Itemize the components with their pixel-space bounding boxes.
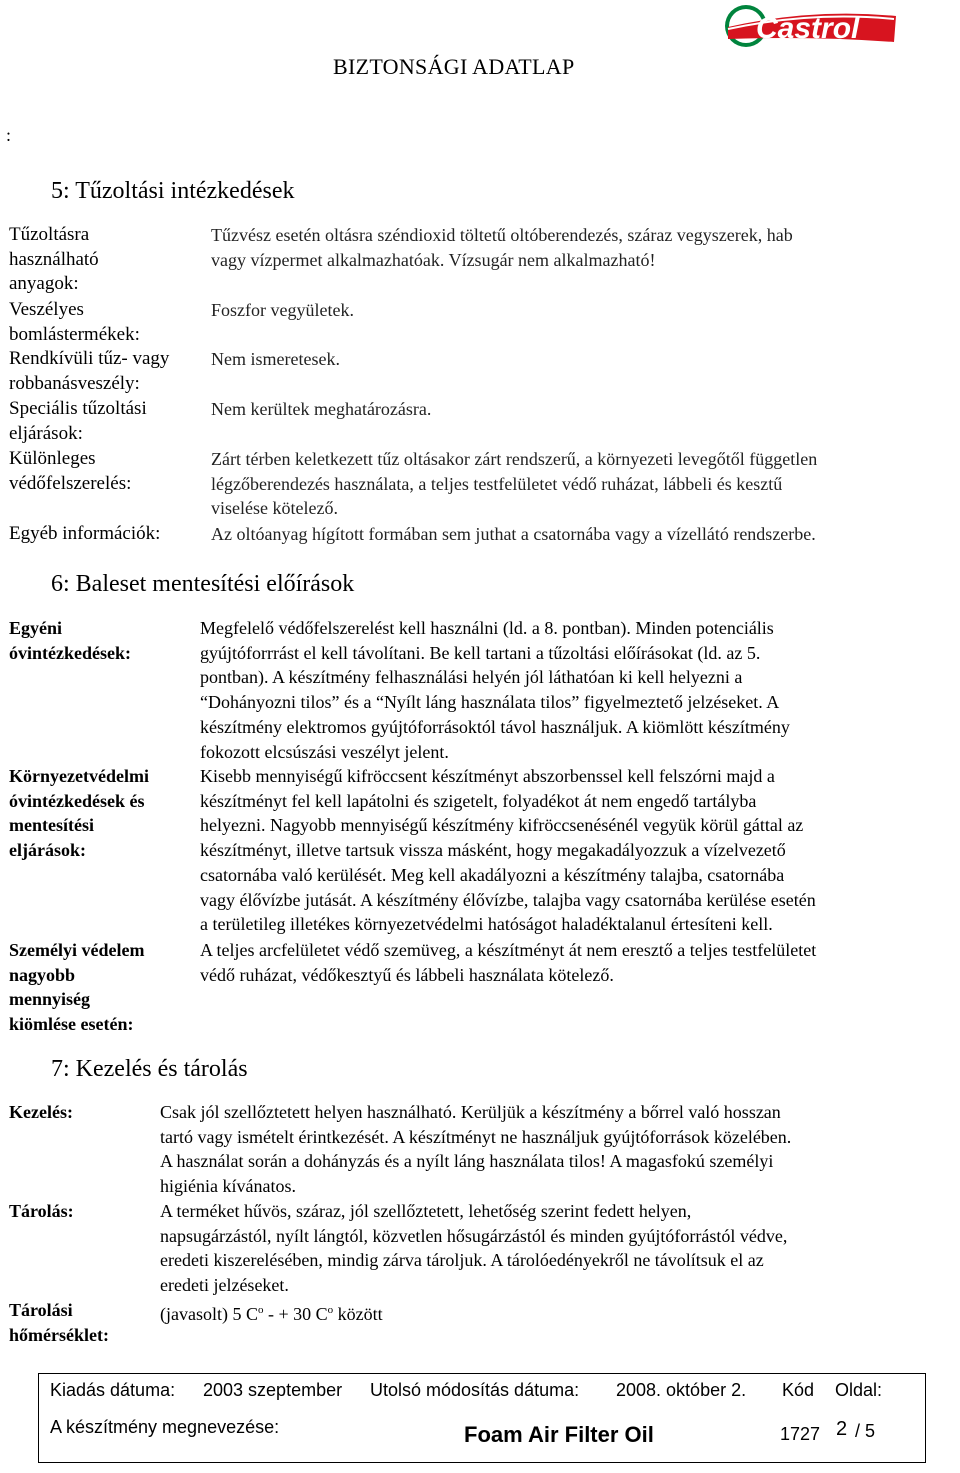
s5-value-special: Nem kerültek meghatározásra. xyxy=(211,399,432,419)
s7-value-handling: Csak jól szellőztetett helyen használható. Kerüljük a készítmény a bőrrel való hosszan tartó vagy ismételt érintkezését. A készítményt ne használjuk gyújtóforrások közelében. A használat során a dohányzás és a nyílt láng használata tilos! A magasfokú személyi higiénia kívánatos. xyxy=(160,1102,792,1197)
footer-page-label: Oldal: xyxy=(835,1380,883,1400)
s7-label-handling: Kezelés: xyxy=(9,1102,73,1122)
footer-issue-label: Kiadás dátuma: xyxy=(50,1380,176,1400)
s6-label-environment: Környezetvédelmi óvintézkedések és mentesítési eljárások: xyxy=(9,766,149,861)
section7-heading: 7: Kezelés és tárolás xyxy=(51,1056,248,1082)
footer-modified-value: 2008. október 2. xyxy=(616,1380,747,1400)
page-title: BIZTONSÁGI ADATLAP xyxy=(333,54,575,79)
s6-label-large-spill: Személyi védelem nagyobb mennyiség kiömlése esetén: xyxy=(9,940,145,1035)
s6-label-personal: Egyéni óvintézkedések: xyxy=(9,618,131,663)
footer-code-value: 1727 xyxy=(780,1424,821,1444)
s5-value-extinguishing: Tűzvész esetén oltásra széndioxid töltetű oltóberendezés, száraz vegyszerek, hab vagy vízpermet alkalmazhatóak. Vízsugár nem alkalmazható! xyxy=(211,225,793,270)
footer-page-current: 2 xyxy=(836,1418,848,1440)
s7-value-storage: A terméket hűvös, száraz, jól szellőztetett, lehetőség szerint fedett helyen, napsugárzástól, nyílt lángtól, közvetlen hősugárzástól és minden gyújtóforrástól védve, eredeti kiszerelésében, mindig zárva tároljuk. A tárolóedényekről ne távolítsuk el az eredeti jelzéseket. xyxy=(160,1201,788,1296)
section5-heading: 5: Tűzoltási intézkedések xyxy=(51,178,295,204)
section6-heading: 6: Baleset mentesítési előírások xyxy=(51,571,355,597)
s5-label-extinguishing: Tűzoltásra használható anyagok: xyxy=(9,224,99,295)
castrol-logo-text: Castrol xyxy=(756,12,860,45)
s5-value-explosion: Nem ismeretesek. xyxy=(211,349,340,369)
footer-code-label: Kód xyxy=(782,1380,815,1400)
footer-product-label: A készítmény megnevezése: xyxy=(50,1417,280,1437)
castrol-logo xyxy=(722,2,897,50)
s5-label-other: Egyéb információk: xyxy=(9,523,161,544)
s5-value-protective: Zárt térben keletkezett tűz oltásakor zárt rendszerű, a környezeti levegőtől független légzőberendezés használata, a teljes testfelületet védő ruházat, lábbeli és kesztű viselése kötelező. xyxy=(211,449,818,519)
header-colon: : xyxy=(6,125,12,145)
s7-label-storage: Tárolás: xyxy=(9,1201,74,1221)
footer-modified-label: Utolsó módosítás dátuma: xyxy=(370,1380,580,1400)
s5-label-explosion: Rendkívüli tűz- vagy robbanásveszély: xyxy=(9,348,170,394)
s6-value-environment: Kisebb mennyiségű kifröccsent készítményt abszorbenssel kell felszórni majd a készítményt fel kell lapátolni és szigetelt, folyadékot át nem engedő tartályba helyezni. Nagyobb mennyiségű készítmény kifröccsenésénél vegyük körül gáttal az készítményt, illetve tartsuk vissza másként, hogy megakadályozzuk a vízelvezető csatornába való kerülését. Meg kell akadályozni a készítmény talajba, csatornába vagy élővízbe jutását. A készítmény élővízbe, talajba vagy csatornába kerülése esetén a területileg illetékes környezetvédelmi hatóságot haladéktalanul értesíteni kell. xyxy=(200,766,816,935)
s7-label-temperature: Tárolási hőmérséklet: xyxy=(9,1300,109,1345)
s5-label-hazardous: Veszélyes bomlástermékek: xyxy=(9,299,140,345)
s5-label-special: Speciális tűzoltási eljárások: xyxy=(9,398,147,444)
s5-label-protective: Különleges védőfelszerelés: xyxy=(9,448,132,494)
s7-value-temperature: (javasolt) 5 $C^o$ - + 30 $C^o$ között xyxy=(160,1304,383,1324)
s6-value-large-spill: A teljes arcfelületet védő szemüveg, a készítményt át nem eresztő a teljes testfelületet védő ruházat, védőkesztyű és lábbeli használata kötelező. xyxy=(200,940,817,985)
footer-product-name: Foam Air Filter Oil xyxy=(464,1422,654,1447)
footer-page-total: / 5 xyxy=(855,1421,876,1441)
s5-value-other: Az oltóanyag hígított formában sem juthat a csatornába vagy a vízellátó rendszerbe. xyxy=(211,524,816,544)
s5-value-hazardous: Foszfor vegyületek. xyxy=(211,300,354,320)
s6-value-personal: Megfelelő védőfelszerelést kell használni (ld. a 8. pontban). Minden potenciális gyújtóforrrást el kell távolítani. Be kell tartani a tűzoltási előírásokat (ld. az 5. pontban). A készítmény felhasználási helyén jól láthatóan ki kell helyezni a “Dohányozni tilos” és a “Nyílt láng használata tilos” figyelmeztető jelzéseket. A készítmény elektromos gyújtóforrásoktól távol használjuk. A kiömlött készítmény fokozott elcsúszási veszélyt jelent. xyxy=(200,618,790,762)
footer-issue-value: 2003 szeptember xyxy=(203,1380,343,1400)
